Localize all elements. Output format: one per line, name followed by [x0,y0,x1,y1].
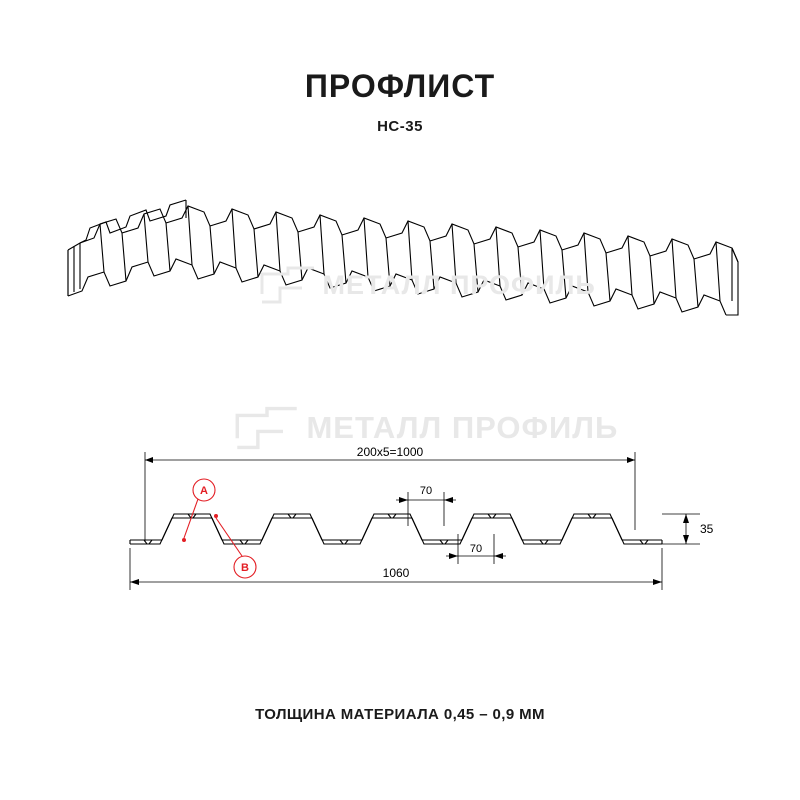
profile-outline [130,514,662,544]
page-title: ПРОФЛИСТ [304,68,496,104]
isometric-sheet-view [60,200,750,350]
callout-b [214,514,256,578]
dimension-total-width-label: 1060 [382,566,410,580]
dimension-bottom-flange-label: 70 [469,543,483,555]
callout-a-label: A [200,485,208,497]
dimension-height [662,514,700,544]
callout-b-label: B [241,562,249,574]
dimension-height-label: 35 [700,522,714,536]
model-subtitle: НС-35 [377,118,423,135]
cross-section-drawing [100,430,720,610]
dimension-useful-width [145,452,635,542]
material-thickness-note: ТОЛЩИНА МАТЕРИАЛА 0,45 – 0,9 ММ [255,706,545,723]
watermark-text-bottom: МЕТАЛЛ ПРОФИЛЬ [306,410,619,445]
dimension-top-flange [396,492,456,526]
watermark-text-top: МЕТАЛЛ ПРОФИЛЬ [322,269,596,300]
dimension-top-flange-label: 70 [419,485,433,497]
callout-a [182,479,215,542]
dimension-useful-width-label: 200х5=1000 [356,445,424,459]
